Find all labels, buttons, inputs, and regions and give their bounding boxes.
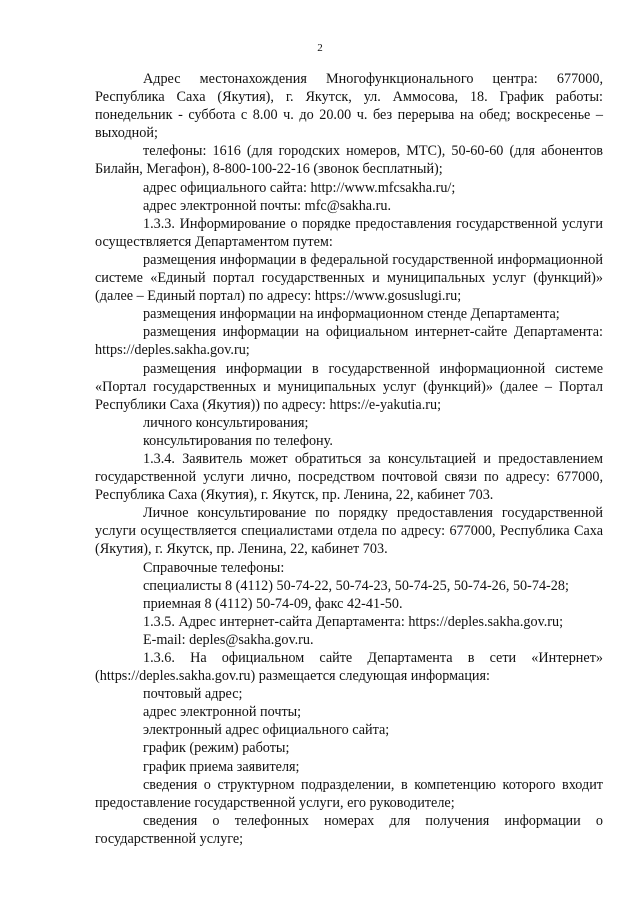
paragraph-personal-consulting: личного консультирования; [143,414,309,431]
paragraph-personal-consulting-address: Личное консультирование по порядку предоставления государственной услуги осуществляется специалистами отдела по адресу: 677000, Республика Саха (Якутия), г. Якутск, пр. Ленина, 22, кабинет 703. [95,505,603,558]
page-number: 2 [317,42,323,54]
paragraph-info-stand: размещения информации на информационном стенде Департамента; [143,306,560,323]
paragraph-mfc-email: адрес электронной почты: mfc@sakha.ru. [143,197,392,214]
paragraph-1-3-4: 1.3.4. Заявитель может обратиться за консультацией и предоставлением государственной услуги лично, посредством почтовой связи по адресу: 677000, Республика Саха (Якутия), г. Якутск, пр. Ленина, 22, кабинет 703. [95,450,603,504]
paragraph-mfc-phones: телефоны: 1616 (для городских номеров, МТС), 50-60-60 (для абонентов Билайн, Мегафон), 8-800-100-22-16 (звонок бесплатный); [95,143,603,178]
list-item-phone-numbers: сведения о телефонных номерах для получения информации о государственной услуге; [95,812,603,847]
paragraph-specialists-phones: специалисты 8 (4112) 50-74-22, 50-74-23, 50-74-25, 50-74-26, 50-74-28; [143,577,569,594]
list-item-website-address: электронный адрес официального сайта; [143,722,390,739]
paragraph-reception-phone: приемная 8 (4112) 50-74-09, факс 42-41-50. [143,595,403,612]
paragraph-reference-phones: Справочные телефоны: [143,559,285,576]
paragraph-mfc-address: Адрес местонахождения Многофункционального центра: 677000, Республика Саха (Якутия), г. Якутск, ул. Аммосова, 18. График работы: понедельник - суббота с 8.00 ч. до 20.00 ч. без перерыва на обед; воскресенье – выходной; [95,71,603,142]
paragraph-phone-consulting: консультирования по телефону. [143,432,333,449]
list-item-work-schedule: график (режим) работы; [143,740,290,757]
paragraph-unified-portal: размещения информации в федеральной государственной информационной системе «Единый портал государственных и муниципальных услуг (функций)» (далее – Единый портал) по адресу: https://www.gosuslugi.ru; [95,251,603,305]
paragraph-1-3-3: 1.3.3. Информирование о порядке предоставления государственной услуги осуществляется Департаментом путем: [95,215,603,250]
paragraph-1-3-5: 1.3.5. Адрес интернет-сайта Департамента: https://deples.sakha.gov.ru; [143,613,564,630]
paragraph-1-3-6: 1.3.6. На официальном сайте Департамента в сети «Интернет» (https://deples.sakha.gov.ru) размещается следующая информация: [95,650,603,685]
paragraph-regional-portal: размещения информации в государственной информационной системе «Портал государственных и муниципальных услуг (функций)» (далее – Портал Республики Саха (Якутия)) по адресу: https://e-yakutia.ru; [95,360,603,413]
document-body [95,70,603,848]
list-item-postal-address: почтовый адрес; [143,686,243,703]
paragraph-official-site: размещения информации на официальном интернет-сайте Департамента: https://deples.sakha.gov.ru; [95,324,603,359]
paragraph-email: E-mail: deples@sakha.gov.ru. [143,631,314,648]
list-item-reception-schedule: график приема заявителя; [143,758,300,775]
list-item-structural-unit: сведения о структурном подразделении, в компетенцию которого входит предоставление государственной услуги, его руководителе; [95,776,603,811]
paragraph-mfc-website: адрес официального сайта: http://www.mfcsakha.ru/; [143,179,456,196]
list-item-email-address: адрес электронной почты; [143,704,302,721]
